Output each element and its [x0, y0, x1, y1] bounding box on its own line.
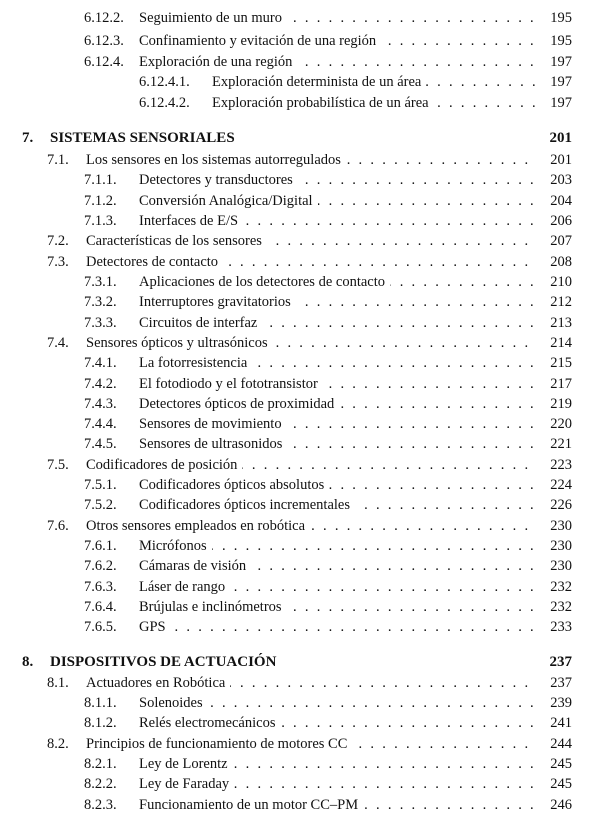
toc-entry-page: 212	[536, 292, 572, 312]
toc-entry-page: 201	[536, 128, 572, 148]
toc-entry-page: 206	[536, 211, 572, 231]
toc-entry-title-text: Sensores de ultrasonidos	[139, 436, 287, 452]
toc-entry-number: 7.4.1.	[84, 355, 117, 371]
toc-entry-number: 7.4.	[47, 335, 69, 351]
toc-entry-row	[0, 795, 600, 815]
toc-entry-title-text: Codificadores ópticos incrementales	[139, 497, 355, 513]
toc-entry-title-text: Exploración probabilística de un área	[212, 95, 434, 111]
toc-entry-page: 208	[536, 252, 572, 272]
toc-entry-title	[139, 394, 572, 414]
toc-entry-title	[50, 652, 572, 672]
toc-entry-title	[139, 536, 572, 556]
toc-entry-number: 7.4.2.	[84, 376, 117, 392]
toc-entry-title	[139, 495, 572, 515]
toc-entry-page: 210	[536, 272, 572, 292]
toc-entry-number: 6.12.3.	[84, 33, 124, 49]
toc-entry-number: 7.3.1.	[84, 274, 117, 290]
toc-entry-title	[212, 93, 572, 113]
toc-entry-page: 239	[536, 693, 572, 713]
toc-entry-number: 7.6.3.	[84, 579, 117, 595]
toc-entry-page: 207	[536, 231, 572, 251]
toc-entry-row	[0, 252, 600, 272]
toc-entry-number: 7.1.1.	[84, 172, 117, 188]
toc-entry-number: 7.4.3.	[84, 396, 117, 412]
toc-entry-title-text: Circuitos de interfaz	[139, 315, 262, 331]
toc-entry-title-text: Funcionamiento de un motor CC–PM	[139, 797, 363, 813]
toc-entry-row	[0, 414, 600, 434]
toc-entry-title-text: Codificadores ópticos absolutos	[139, 477, 329, 493]
toc-entry-page: 223	[536, 455, 572, 475]
toc-entry-title	[139, 577, 572, 597]
toc-entry-page: 230	[536, 556, 572, 576]
toc-entry-title-text: Exploración de una región	[139, 54, 297, 70]
toc-entry-page: 237	[536, 673, 572, 693]
toc-entry-title	[139, 597, 572, 617]
toc-entry-row	[0, 191, 600, 211]
toc-entry-number: 7.5.2.	[84, 497, 117, 513]
toc-entry-title-text: Láser de rango	[139, 579, 230, 595]
toc-entry-row	[0, 434, 600, 454]
toc-entry-title	[86, 516, 572, 536]
toc-entry-number: 7.3.2.	[84, 294, 117, 310]
toc-entry-title	[139, 191, 572, 211]
toc-entry-title	[139, 211, 572, 231]
toc-chapter-row	[0, 128, 600, 148]
toc-entry-title-text: Características de los sensores	[86, 233, 267, 249]
toc-entry-page: 201	[536, 150, 572, 170]
toc-entry-title-text: GPS	[139, 619, 171, 635]
toc-entry-number: 8.2.2.	[84, 776, 117, 792]
toc-entry-title	[86, 252, 572, 272]
toc-entry-title-text: Cámaras de visión	[139, 558, 251, 574]
toc-entry-row	[0, 495, 600, 515]
toc-entry-title-text: Ley de Lorentz	[139, 756, 233, 772]
toc-entry-title	[139, 414, 572, 434]
toc-entry-page: 230	[536, 516, 572, 536]
toc-entry-number: 7.1.2.	[84, 193, 117, 209]
toc-entry-title	[86, 673, 572, 693]
toc-entry-row	[0, 516, 600, 536]
toc-entry-row	[0, 72, 600, 92]
toc-entry-row	[0, 536, 600, 556]
toc-entry-page: 195	[536, 31, 572, 51]
toc-entry-title	[86, 150, 572, 170]
toc-entry-row	[0, 734, 600, 754]
toc-entry-row	[0, 577, 600, 597]
toc-entry-number: 8.1.2.	[84, 715, 117, 731]
toc-entry-page: 221	[536, 434, 572, 454]
toc-entry-number: 8.2.	[47, 736, 69, 752]
toc-entry-number: 6.12.4.	[84, 54, 124, 70]
toc-entry-title-text: Solenoides	[139, 695, 208, 711]
toc-entry-title	[139, 272, 572, 292]
toc-entry-title-text: Conversión Analógica/Digital	[139, 193, 318, 209]
toc-entry-number: 7.	[22, 130, 34, 146]
toc-entry-number: 8.1.	[47, 675, 69, 691]
toc-entry-title-text: Seguimiento de un muro	[139, 10, 287, 26]
toc-entry-page: 217	[536, 374, 572, 394]
toc-entry-number: 8.	[22, 654, 34, 670]
toc-entry-page: 245	[536, 754, 572, 774]
toc-entry-title	[139, 8, 572, 28]
toc-entry-number: 7.6.4.	[84, 599, 117, 615]
toc-entry-title-text: Detectores de contacto	[86, 254, 223, 270]
toc-entry-number: 7.6.1.	[84, 538, 117, 554]
toc-entry-page: 215	[536, 353, 572, 373]
toc-entry-row	[0, 31, 600, 51]
toc-entry-page: 226	[536, 495, 572, 515]
toc-entry-number: 7.5.	[47, 457, 69, 473]
toc-entry-title	[139, 353, 572, 373]
toc-entry-row	[0, 693, 600, 713]
toc-entry-page: 203	[536, 170, 572, 190]
toc-entry-title-text: DISPOSITIVOS DE ACTUACIÓN	[50, 654, 281, 670]
toc-chapter-row	[0, 652, 600, 672]
toc-entry-row	[0, 455, 600, 475]
toc-entry-row	[0, 713, 600, 733]
toc-entry-number: 6.12.4.2.	[139, 95, 190, 111]
toc-entry-page: 246	[536, 795, 572, 815]
toc-entry-page: 232	[536, 577, 572, 597]
toc-entry-row	[0, 394, 600, 414]
toc-entry-title	[139, 556, 572, 576]
toc-entry-title	[139, 313, 572, 333]
toc-entry-title	[139, 713, 572, 733]
toc-entry-page: 241	[536, 713, 572, 733]
toc-entry-page: 232	[536, 597, 572, 617]
toc-entry-number: 6.12.2.	[84, 10, 124, 26]
toc-entry-title	[139, 374, 572, 394]
toc-entry-title-text: Detectores ópticos de proximidad	[139, 396, 339, 412]
toc-entry-title-text: Principios de funcionamiento de motores CC	[86, 736, 352, 752]
toc-entry-title	[86, 333, 572, 353]
toc-entry-number: 8.2.1.	[84, 756, 117, 772]
toc-entry-title	[139, 475, 572, 495]
toc-entry-title	[86, 734, 572, 754]
toc-entry-page: 230	[536, 536, 572, 556]
toc-entry-row	[0, 93, 600, 113]
toc-entry-title-text: Ley de Faraday	[139, 776, 234, 792]
toc-entry-row	[0, 673, 600, 693]
toc-entry-title-text: Micrófonos	[139, 538, 212, 554]
toc-entry-title	[212, 72, 572, 92]
toc-entry-row	[0, 353, 600, 373]
toc-entry-title	[139, 434, 572, 454]
toc-entry-title-text: Sensores de movimiento	[139, 416, 287, 432]
toc-entry-row	[0, 556, 600, 576]
toc-entry-row	[0, 754, 600, 774]
toc-entry-page: 214	[536, 333, 572, 353]
toc-entry-page: 224	[536, 475, 572, 495]
toc-entry-title	[139, 795, 572, 815]
toc-entry-number: 7.6.2.	[84, 558, 117, 574]
toc-entry-number: 8.2.3.	[84, 797, 117, 813]
toc-entry-row	[0, 313, 600, 333]
toc-entry-row	[0, 52, 600, 72]
toc-entry-title-text: Relés electromecánicos	[139, 715, 280, 731]
toc-entry-number: 7.1.	[47, 152, 69, 168]
toc-entry-title-text: Aplicaciones de los detectores de contacto	[139, 274, 390, 290]
toc-entry-page: 237	[536, 652, 572, 672]
toc-entry-title	[139, 754, 572, 774]
toc-entry-title	[139, 774, 572, 794]
toc-entry-number: 7.3.	[47, 254, 69, 270]
toc-entry-number: 7.4.5.	[84, 436, 117, 452]
toc-entry-title	[139, 292, 572, 312]
toc-entry-row	[0, 211, 600, 231]
toc-entry-page: 197	[536, 72, 572, 92]
toc-entry-title	[139, 31, 572, 51]
toc-entry-title	[139, 52, 572, 72]
toc-entry-row	[0, 374, 600, 394]
toc-entry-title-text: Los sensores en los sistemas autorregulados	[86, 152, 346, 168]
toc-entry-page: 195	[536, 8, 572, 28]
toc-entry-row	[0, 272, 600, 292]
toc-entry-row	[0, 774, 600, 794]
toc-entry-number: 7.1.3.	[84, 213, 117, 229]
toc-entry-row	[0, 292, 600, 312]
toc-entry-page: 233	[536, 617, 572, 637]
toc-entry-page: 219	[536, 394, 572, 414]
toc-entry-title-text: Otros sensores empleados en robótica	[86, 518, 310, 534]
toc-entry-number: 8.1.1.	[84, 695, 117, 711]
toc-entry-title	[50, 128, 572, 148]
toc-entry-number: 7.6.	[47, 518, 69, 534]
toc-entry-row	[0, 333, 600, 353]
toc-entry-title-text: Confinamiento y evitación de una región	[139, 33, 381, 49]
toc-entry-title	[86, 455, 572, 475]
toc-entry-title-text: La fotorresistencia	[139, 355, 252, 371]
toc-entry-title-text: SISTEMAS SENSORIALES	[50, 130, 240, 146]
toc-entry-page: 197	[536, 52, 572, 72]
toc-entry-number: 7.3.3.	[84, 315, 117, 331]
toc-entry-title-text: Interfaces de E/S	[139, 213, 243, 229]
toc-entry-title	[139, 170, 572, 190]
toc-entry-title	[139, 693, 572, 713]
toc-entry-title-text: Actuadores en Robótica	[86, 675, 230, 691]
toc-entry-row	[0, 617, 600, 637]
toc-entry-page: 220	[536, 414, 572, 434]
toc-entry-page: 197	[536, 93, 572, 113]
toc-entry-title	[139, 617, 572, 637]
toc-entry-row	[0, 231, 600, 251]
toc-entry-page: 213	[536, 313, 572, 333]
toc-entry-title-text: Codificadores de posición	[86, 457, 242, 473]
toc-entry-page: 244	[536, 734, 572, 754]
toc-entry-number: 7.4.4.	[84, 416, 117, 432]
toc-entry-row	[0, 475, 600, 495]
toc-entry-row	[0, 8, 600, 28]
toc-entry-title	[86, 231, 572, 251]
toc-entry-number: 7.6.5.	[84, 619, 117, 635]
toc-entry-title-text: Sensores ópticos y ultrasónicos	[86, 335, 273, 351]
toc-entry-title-text: El fotodiodo y el fototransistor	[139, 376, 323, 392]
toc-entry-title-text: Exploración determinista de un área	[212, 74, 426, 90]
toc-entry-title-text: Brújulas e inclinómetros	[139, 599, 287, 615]
toc-entry-row	[0, 597, 600, 617]
toc-entry-number: 7.2.	[47, 233, 69, 249]
toc-entry-row	[0, 170, 600, 190]
toc-entry-title-text: Detectores y transductores	[139, 172, 298, 188]
toc-entry-page: 204	[536, 191, 572, 211]
toc-entry-number: 7.5.1.	[84, 477, 117, 493]
toc-entry-page: 245	[536, 774, 572, 794]
toc-entry-row	[0, 150, 600, 170]
toc-entry-title-text: Interruptores gravitatorios	[139, 294, 296, 310]
toc-entry-number: 6.12.4.1.	[139, 74, 190, 90]
